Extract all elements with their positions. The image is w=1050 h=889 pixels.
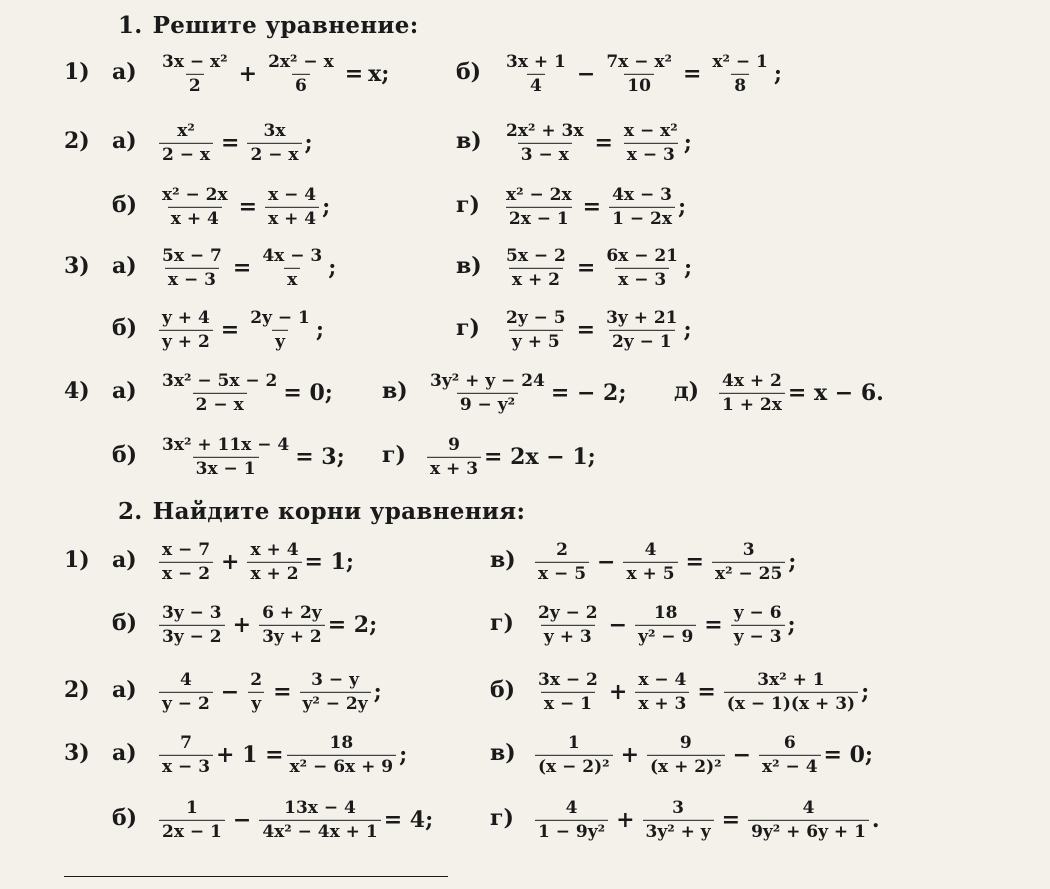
section-1-heading: [118, 12, 419, 39]
fraction-numerator: 4: [644, 539, 657, 560]
fraction-numerator: 1: [186, 797, 198, 818]
fraction-numerator: 3x² + 1: [757, 669, 825, 690]
fraction-denominator: 1 − 9y²: [535, 820, 608, 842]
fraction-numerator: 5x − 7: [162, 245, 222, 266]
equation: [156, 247, 336, 289]
problem-label: г): [382, 442, 406, 468]
fraction: [159, 53, 231, 95]
fraction-denominator: x + 4: [168, 207, 222, 229]
section-1-title: Решите уравнение:: [152, 12, 419, 39]
fraction-numerator: 3x² − 5x − 2: [162, 370, 278, 391]
equation: [500, 122, 692, 164]
fraction-numerator: 7x − x²: [606, 51, 672, 72]
fraction: [535, 799, 608, 841]
fraction: [712, 541, 785, 583]
fraction: [719, 372, 785, 414]
equation: [532, 541, 796, 583]
operator: =: [221, 130, 240, 156]
fraction: [603, 309, 680, 351]
fraction-numerator: 2: [556, 539, 568, 560]
fraction-denominator: x + 2: [509, 268, 563, 290]
operator: +: [232, 612, 252, 638]
fraction: [503, 186, 575, 228]
operator: −: [576, 61, 596, 87]
fraction-numerator: 3x − 2: [538, 669, 598, 690]
fraction-numerator: 4: [565, 797, 578, 818]
operator: +: [616, 807, 635, 833]
problem-label: б): [112, 442, 138, 468]
fraction: [247, 122, 301, 164]
equation: [156, 372, 333, 414]
equation-tail: = 3;: [295, 444, 345, 470]
fraction: [287, 734, 397, 776]
fraction-denominator: y + 3: [541, 625, 595, 647]
section-2-number: 2.: [118, 498, 143, 525]
equation-tail: = 0;: [283, 380, 333, 406]
equation-tail: .: [871, 807, 880, 833]
fraction: [709, 53, 771, 95]
fraction: [503, 122, 586, 164]
fraction-denominator: x + 3: [635, 692, 689, 714]
fraction-numerator: x − 7: [162, 539, 211, 560]
problem-label: в): [490, 740, 516, 766]
fraction-denominator: 3y − 2: [159, 625, 225, 647]
fraction: [724, 671, 858, 713]
equation-tail: = 2;: [327, 612, 378, 638]
equation: [156, 186, 330, 228]
fraction-numerator: 3y² + y − 24: [430, 370, 545, 391]
equation: [532, 799, 880, 841]
equation: [500, 309, 692, 351]
fraction-numerator: 4: [179, 669, 192, 690]
fraction-numerator: 18: [653, 602, 678, 623]
equation-tail: ;: [787, 612, 796, 638]
equation-tail: = 0;: [823, 742, 874, 768]
fraction: [159, 309, 213, 351]
fraction: [159, 799, 225, 841]
equation: [156, 122, 313, 164]
equation: [532, 671, 869, 713]
problem-label: а): [112, 128, 137, 154]
fraction-numerator: 3y + 21: [606, 307, 678, 328]
operator: −: [220, 679, 240, 705]
fraction-numerator: x − 4: [268, 184, 317, 205]
problem-group-number: 3): [64, 740, 90, 766]
fraction-denominator: x − 1: [541, 692, 595, 714]
fraction-numerator: 4x − 3: [262, 245, 323, 266]
footnote-rule: [64, 876, 448, 877]
fraction: [535, 734, 613, 776]
operator: =: [232, 255, 252, 281]
equation: [424, 436, 596, 478]
equation-tail: = x − 6.: [787, 380, 884, 406]
fraction-denominator: (x + 2)²: [647, 755, 725, 777]
problem-label: а): [112, 740, 137, 766]
fraction: [731, 604, 785, 646]
problem-label: б): [112, 610, 138, 636]
fraction-denominator: y + 2: [159, 330, 213, 352]
fraction-denominator: y + 5: [509, 330, 563, 352]
fraction-denominator: x − 2: [159, 562, 213, 584]
fraction: [503, 53, 569, 95]
problem-label: г): [456, 315, 480, 341]
operator: +: [620, 742, 640, 768]
operator: =: [721, 807, 741, 833]
equation-tail: ;: [315, 317, 324, 343]
problem-label: б): [490, 677, 516, 703]
fraction-denominator: 2 − x: [247, 143, 301, 165]
equation-tail: ;: [683, 317, 692, 343]
fraction-denominator: y − 2: [159, 692, 213, 714]
fraction-numerator: x − x²: [623, 120, 678, 141]
fraction-numerator: y − 6: [733, 602, 782, 623]
fraction-denominator: x² − 6x + 9: [287, 755, 397, 777]
equation: [500, 53, 782, 95]
operator: −: [597, 549, 616, 575]
problem-label: б): [456, 59, 482, 85]
problem-group-number: 3): [64, 253, 90, 279]
problem-label: д): [674, 378, 700, 404]
section-2-title: Найдите корни уравнения:: [152, 498, 526, 525]
problem-label: в): [456, 128, 482, 154]
operator: =: [576, 255, 596, 281]
problem-label: б): [112, 315, 138, 341]
fraction: [535, 541, 589, 583]
fraction-numerator: 13x − 4: [284, 797, 356, 818]
operator: −: [732, 742, 752, 768]
fraction-denominator: x: [284, 268, 300, 290]
fraction: [259, 604, 325, 646]
fraction-numerator: 2x² − x: [268, 51, 334, 72]
fraction: [265, 53, 337, 95]
problem-group-number: 2): [64, 128, 90, 154]
fraction-denominator: 3 − x: [518, 143, 572, 165]
equation-tail: ;: [677, 194, 687, 220]
fraction-numerator: 3y − 3: [162, 602, 222, 623]
fraction-denominator: 1 − 2x: [609, 207, 675, 229]
fraction-denominator: x + 2: [247, 562, 301, 584]
fraction-denominator: x + 5: [623, 562, 677, 584]
problem-label: в): [456, 253, 482, 279]
fraction-numerator: x² − 2x: [162, 184, 228, 205]
equation: [156, 309, 324, 351]
fraction-numerator: y + 4: [162, 307, 210, 328]
fraction: [603, 247, 681, 289]
equation-tail: x;: [368, 61, 390, 87]
fraction: [427, 372, 548, 414]
problem-label: а): [112, 547, 137, 573]
fraction-numerator: 6: [783, 732, 796, 753]
fraction-numerator: 1: [567, 732, 580, 753]
fraction-denominator: y² − 9: [635, 625, 696, 647]
fraction: [259, 799, 380, 841]
fraction-numerator: 2y − 1: [250, 307, 310, 328]
fraction-denominator: 1 + 2x: [719, 393, 785, 415]
fraction-denominator: 8: [731, 74, 749, 96]
equation: [156, 799, 433, 841]
problem-group-number: 1): [64, 59, 90, 85]
fraction: [159, 734, 213, 776]
problem-group-number: 2): [64, 677, 90, 703]
fraction-numerator: 9: [679, 732, 692, 753]
equation-tail: ;: [322, 194, 331, 220]
fraction-numerator: x²: [177, 120, 195, 141]
fraction-numerator: x² − 1: [712, 51, 768, 72]
fraction-numerator: 3 − y: [311, 669, 359, 690]
fraction-numerator: 2x² + 3x: [506, 120, 584, 141]
fraction-denominator: x − 3: [615, 268, 669, 290]
problem-group-number: 1): [64, 547, 90, 573]
equation: [424, 372, 626, 414]
operator: +: [238, 61, 258, 87]
equation: [500, 186, 686, 228]
equation-tail: ;: [684, 255, 693, 281]
operator: +: [608, 679, 628, 705]
fraction-numerator: 3x − x²: [162, 51, 228, 72]
fraction-denominator: x − 3: [159, 755, 213, 777]
operator: =: [344, 61, 364, 87]
fraction: [159, 186, 231, 228]
fraction-denominator: x² − 4: [759, 755, 821, 777]
equation-tail: ;: [773, 61, 783, 87]
fraction: [503, 247, 569, 289]
fraction: [159, 372, 280, 414]
equation: [500, 247, 692, 289]
problem-label: в): [490, 547, 516, 573]
fraction: [635, 671, 689, 713]
fraction-denominator: y: [248, 692, 264, 714]
operator: +: [221, 549, 240, 575]
fraction-numerator: 18: [329, 732, 354, 753]
fraction: [247, 671, 265, 713]
operator: =: [576, 317, 596, 343]
fraction: [647, 734, 725, 776]
equation: [532, 604, 796, 646]
fraction: [643, 799, 714, 841]
fraction: [159, 541, 213, 583]
equation-tail: ;: [683, 130, 692, 156]
problem-label: г): [490, 805, 514, 831]
problem-label: б): [112, 805, 138, 831]
fraction-numerator: 3: [672, 797, 684, 818]
equation: [156, 53, 389, 95]
operator: =: [594, 130, 613, 156]
fraction-numerator: 6 + 2y: [262, 602, 322, 623]
operator: =: [220, 317, 240, 343]
fraction-numerator: 4x − 3: [612, 184, 672, 205]
problem-label: г): [456, 192, 480, 218]
problem-label: в): [382, 378, 408, 404]
equation-tail: ;: [788, 549, 797, 575]
fraction-denominator: 4x² − 4x + 1: [259, 820, 380, 842]
fraction-denominator: x − 3: [624, 143, 678, 165]
fraction: [503, 309, 569, 351]
fraction: [159, 436, 292, 478]
fraction: [247, 541, 301, 583]
fraction-denominator: 2x − 1: [506, 207, 572, 229]
fraction: [159, 604, 225, 646]
operator: =: [682, 61, 702, 87]
fraction-numerator: 3x² + 11x − 4: [162, 434, 290, 455]
fraction-denominator: 4: [527, 74, 545, 96]
fraction: [623, 541, 677, 583]
operator: −: [608, 612, 628, 638]
equation: [156, 436, 345, 478]
equation-tail: ;: [328, 255, 337, 281]
equation: [156, 734, 407, 776]
fraction-denominator: 6: [292, 74, 310, 96]
fraction-denominator: x − 5: [535, 562, 589, 584]
fraction-numerator: x − 4: [638, 669, 687, 690]
fraction-denominator: y: [272, 330, 288, 352]
fraction-denominator: 2x − 1: [159, 820, 225, 842]
fraction-denominator: 3y + 2: [259, 625, 325, 647]
operator: =: [273, 679, 292, 705]
fraction-denominator: x + 3: [427, 457, 481, 479]
equation-tail: ;: [304, 130, 313, 156]
fraction-numerator: 3x + 1: [506, 51, 566, 72]
equation-tail: = 2x − 1;: [484, 444, 596, 470]
operator: =: [704, 612, 723, 638]
fraction: [635, 604, 696, 646]
fraction-denominator: (x − 1)(x + 3): [724, 692, 858, 714]
fraction-numerator: 2: [250, 669, 263, 690]
fraction-denominator: 2y − 1: [609, 330, 675, 352]
equation: [532, 734, 873, 776]
fraction: [247, 309, 313, 351]
fraction-denominator: 9y² + 6y + 1: [748, 820, 869, 842]
fraction: [535, 671, 601, 713]
fraction-denominator: 2: [186, 74, 204, 96]
fraction: [427, 436, 481, 478]
operator: −: [232, 807, 252, 833]
fraction-numerator: 9: [448, 434, 460, 455]
fraction: [535, 604, 601, 646]
operator: =: [582, 194, 602, 220]
problem-group-number: 4): [64, 378, 90, 404]
equation-tail: ;: [399, 742, 408, 768]
problem-label: а): [112, 59, 137, 85]
fraction: [603, 53, 675, 95]
fraction-denominator: 10: [624, 74, 654, 96]
equation-tail: = 1;: [304, 549, 355, 575]
fraction-numerator: 3x: [263, 120, 286, 141]
equation: [156, 604, 377, 646]
section-1-number: 1.: [118, 12, 143, 39]
fraction: [609, 186, 675, 228]
fraction-denominator: 2 − x: [193, 393, 247, 415]
fraction: [159, 671, 213, 713]
equation-tail: + 1 =: [216, 742, 284, 768]
fraction-numerator: 6x − 21: [606, 245, 679, 266]
fraction-denominator: 3x − 1: [193, 457, 259, 479]
fraction-numerator: 5x − 2: [506, 245, 566, 266]
fraction-denominator: 9 − y²: [457, 393, 518, 415]
fraction-numerator: 3: [742, 539, 755, 560]
equation-tail: = 4;: [383, 807, 434, 833]
problem-label: б): [112, 192, 138, 218]
fraction: [759, 734, 821, 776]
fraction: [159, 122, 213, 164]
equation-tail: = − 2;: [550, 380, 627, 406]
equation-tail: ;: [373, 679, 382, 705]
fraction-denominator: x² − 25: [712, 562, 785, 584]
fraction: [748, 799, 869, 841]
problem-label: а): [112, 378, 137, 404]
fraction: [300, 671, 371, 713]
fraction-denominator: x + 4: [265, 207, 319, 229]
fraction-denominator: x − 3: [165, 268, 219, 290]
problem-label: а): [112, 253, 137, 279]
fraction-numerator: x + 4: [250, 539, 299, 560]
fraction: [159, 247, 225, 289]
problem-label: г): [490, 610, 514, 636]
equation-tail: ;: [861, 679, 870, 705]
operator: =: [238, 194, 258, 220]
fraction: [265, 186, 319, 228]
section-2-heading: [118, 498, 525, 525]
operator: =: [685, 549, 704, 575]
fraction: [621, 122, 681, 164]
fraction: [259, 247, 325, 289]
fraction-denominator: (x − 2)²: [535, 755, 613, 777]
operator: =: [697, 679, 716, 705]
fraction-numerator: x² − 2x: [506, 184, 572, 205]
fraction-numerator: 4: [802, 797, 815, 818]
fraction-numerator: 7: [180, 732, 192, 753]
equation: [716, 372, 884, 414]
fraction-denominator: y − 3: [731, 625, 785, 647]
fraction-denominator: y² − 2y: [300, 692, 371, 714]
fraction-denominator: 2 − x: [159, 143, 213, 165]
equation: [156, 541, 354, 583]
problem-label: а): [112, 677, 137, 703]
fraction-numerator: 2y − 2: [538, 602, 598, 623]
fraction-denominator: 3y² + y: [643, 820, 714, 842]
fraction-numerator: 2y − 5: [506, 307, 566, 328]
fraction-numerator: 4x + 2: [722, 370, 782, 391]
equation: [156, 671, 382, 713]
